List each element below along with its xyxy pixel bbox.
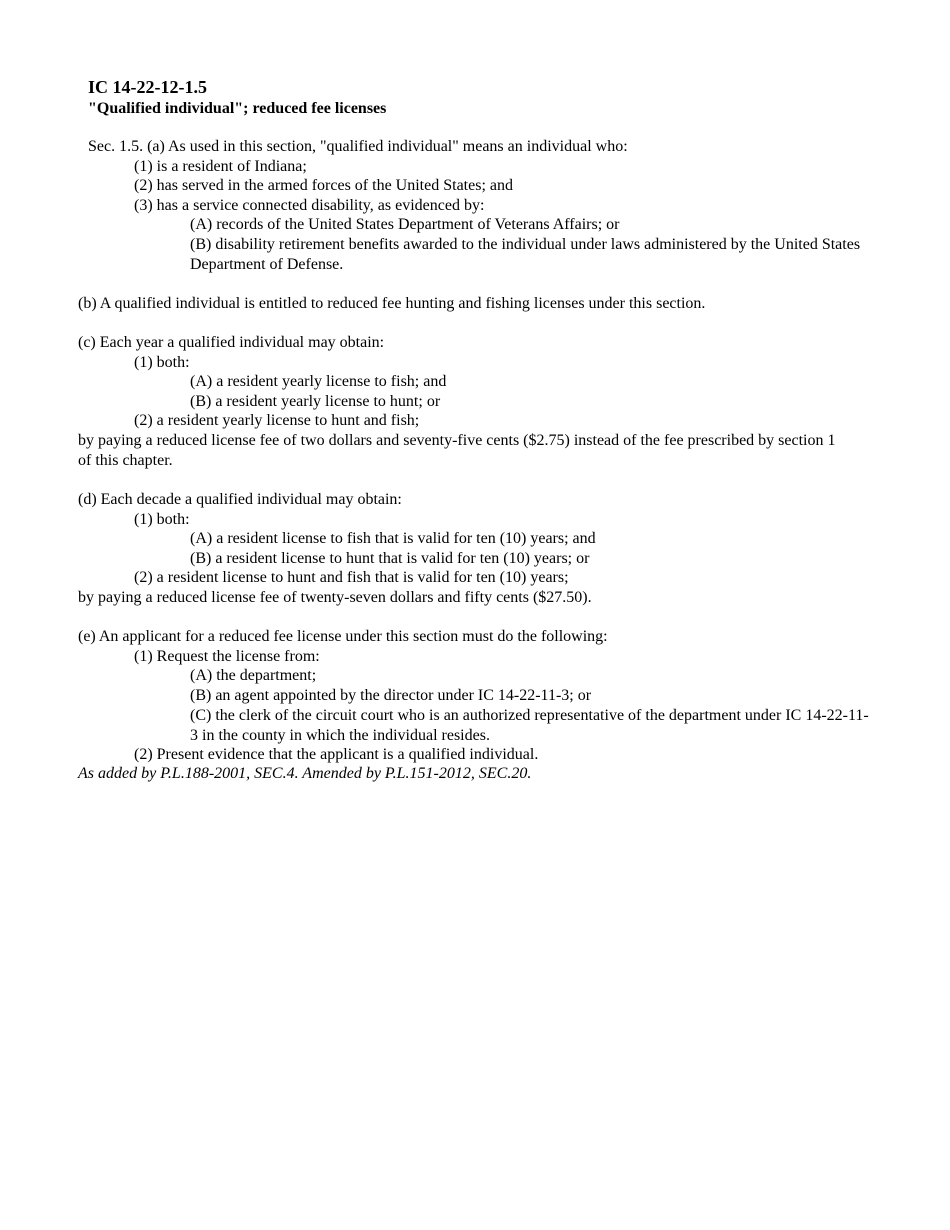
section-c-closing: by paying a reduced license fee of two dollars and seventy-five cents ($2.75) instead of the fee prescribed by section 1 of this chapter.	[78, 432, 836, 469]
section-e-item-1a: (A) the department;	[190, 667, 317, 684]
section-d-item-1a: (A) a resident license to fish that is valid for ten (10) years; and	[190, 530, 596, 547]
section-a-item-2: (2) has served in the armed forces of the United States; and	[134, 177, 513, 194]
section-a-item-3b: (B) disability retirement benefits awarded to the individual under laws administered by the United States Department of Defense.	[190, 236, 861, 273]
section-c-item-1b: (B) a resident yearly license to hunt; or	[190, 393, 441, 410]
legislative-history: As added by P.L.188-2001, SEC.4. Amended by P.L.151-2012, SEC.20.	[78, 765, 532, 782]
section-a-item-1: (1) is a resident of Indiana;	[134, 158, 307, 175]
section-c-intro: (c) Each year a qualified individual may obtain:	[78, 334, 385, 351]
section-c-item-2: (2) a resident yearly license to hunt and fish;	[134, 412, 420, 429]
section-e-item-1: (1) Request the license from:	[134, 648, 320, 665]
section-d-item-1: (1) both:	[134, 511, 190, 528]
section-e-item-2: (2) Present evidence that the applicant is a qualified individual.	[134, 746, 539, 763]
section-a-item-3a: (A) records of the United States Department of Veterans Affairs; or	[190, 216, 620, 233]
section-a-intro: Sec. 1.5. (a) As used in this section, "qualified individual" means an individual who:	[88, 138, 628, 155]
statute-title: "Qualified individual"; reduced fee licenses	[88, 100, 387, 117]
statute-citation: IC 14-22-12-1.5	[88, 77, 207, 97]
section-c-item-1: (1) both:	[134, 354, 190, 371]
section-d-item-2: (2) a resident license to hunt and fish that is valid for ten (10) years;	[134, 569, 569, 586]
section-a-item-3: (3) has a service connected disability, as evidenced by:	[134, 197, 485, 214]
section-e-item-1c: (C) the clerk of the circuit court who is an authorized representative of the department under IC 14-22-11-3 in the county in which the individual resides.	[190, 707, 869, 744]
section-d-item-1b: (B) a resident license to hunt that is valid for ten (10) years; or	[190, 550, 590, 567]
section-e-item-1b: (B) an agent appointed by the director under IC 14-22-11-3; or	[190, 687, 592, 704]
section-e-intro: (e) An applicant for a reduced fee license under this section must do the following:	[78, 628, 608, 645]
section-c-item-1a: (A) a resident yearly license to fish; and	[190, 373, 447, 390]
section-b-text: (b) A qualified individual is entitled to reduced fee hunting and fishing licenses under this section.	[78, 295, 706, 312]
section-d-intro: (d) Each decade a qualified individual may obtain:	[78, 491, 402, 508]
section-d-closing: by paying a reduced license fee of twenty-seven dollars and fifty cents ($27.50).	[78, 589, 592, 606]
statute-heading	[88, 77, 386, 119]
